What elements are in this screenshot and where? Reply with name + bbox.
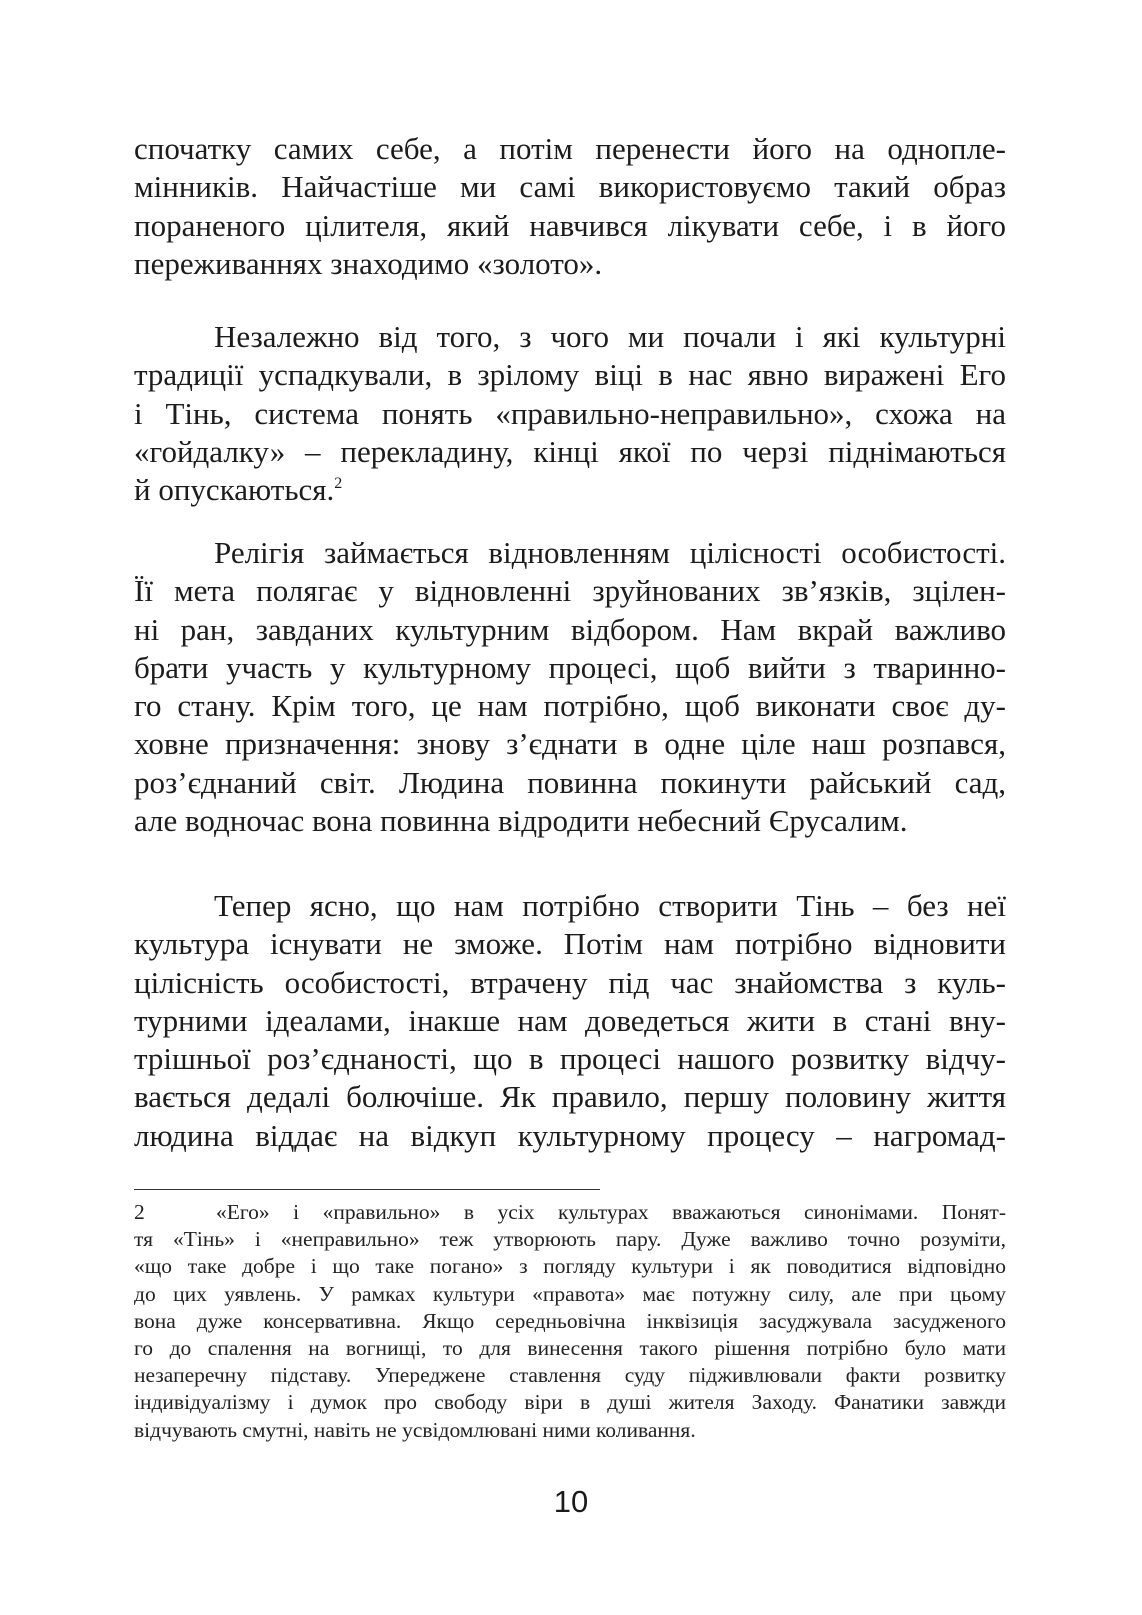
text-line: переживаннях знаходимо «золото». [134,245,603,281]
footnote-line: індивідуалізму і думок про свободу віри в душі жителя Заходу. Фанатики завжди [134,1390,1006,1415]
footnote-2 [134,1199,1006,1444]
text-line: «гойдалку» – перекладину, кінці якої по черзі піднімаються [134,433,1006,469]
text-line: ні ран, завданих культурним відбором. Нам вкрай важливо [134,611,1006,647]
text-line: мінників. Найчастіше ми самі використовуємо такий образ [134,169,1006,205]
footnote-line: тя «Тінь» і «неправильно» теж утворюють пару. Дуже важливо точно розуміти, [134,1227,1006,1252]
text-line: Тепер ясно, що нам потрібно створити Тінь – без неї [214,888,1006,923]
text-fragment: й опускаються. [134,472,335,508]
paragraph-2 [134,318,1006,509]
text-line: трішньої роз’єднаності, що в процесі нашого розвитку відчу- [134,1041,1006,1077]
paragraph-3 [134,534,1006,840]
text-line: ховне призначення: знову з’єднати в одне ціле наш розпався, [134,726,1006,762]
text-line: людина віддає на відкуп культурному процесу – нагромад- [134,1117,1006,1153]
footnote-line: го до спалення на вогнищі, то для винесення такого рішення потрібно було мати [134,1335,1006,1360]
text-line [134,471,1006,509]
footnote-reference[interactable]: 2 [334,475,343,493]
text-line: і Тінь, система понять «правильно-неправильно», схожа на [134,395,1006,431]
text-line: турними ідеалами, інакше нам доведеться жити в стані вну- [134,1002,1006,1038]
footnote-line [134,1199,1006,1226]
footnote-line: відчувають смутні, навіть не усвідомлювані ними коливання. [134,1417,696,1442]
text-line: традиції успадкували, в зрілому віці в нас явно виражені Его [134,357,1006,393]
text-line: го стану. Крім того, це нам потрібно, щоб виконати своє ду- [134,688,1006,724]
text-line: Її мета полягає у відновленні зруйнованих зв’язків, зцілен- [134,573,1006,609]
paragraph-4 [134,887,1006,1155]
text-line: але водночас вона повинна відродити небесний Єрусалим. [134,803,908,839]
paragraph-1 [134,130,1006,283]
text-line: цілісність особистості, втрачену під час знайомства з куль- [134,964,1006,1000]
footnote-line: незаперечну підставу. Упереджене ставлення суду підживлювали факти розвитку [134,1363,1006,1388]
text-line: Незалежно від того, з чого ми почали і які культурні [214,319,1006,354]
footnote-line: до цих уявлень. У рамках культури «правота» має потужну силу, але при цьому [134,1281,1006,1306]
footnote-number: 2 [134,1200,145,1224]
footnote-line: вона дуже консервативна. Якщо середньовічна інквізиція засуджувала засудженого [134,1308,1006,1333]
footnote-separator [134,1189,600,1190]
text-line: роз’єднаний світ. Людина повинна покинути райський сад, [134,764,1006,800]
text-line: брати участь у культурному процесі, щоб вийти з тваринно- [134,649,1006,685]
text-line: культура існувати не зможе. Потім нам потрібно відновити [134,926,1006,962]
footnote-line: «що таке добре і що таке погано» з погляду культури і як поводитися відповідно [134,1254,1006,1279]
text-line: пораненого цілителя, який навчився лікувати себе, і в його [134,207,1006,243]
page-number: 10 [553,1484,589,1519]
text-line: вається дедалі болючіше. Як правило, першу половину життя [134,1079,1006,1115]
text-line: Релігія займається відновленням цілісності особистості. [214,535,1006,570]
footnote-text: «Его» і «правильно» в усіх культурах вважаються синонімами. Понят- [216,1200,1006,1224]
text-line: спочатку самих себе, а потім перенести його на одноплe- [134,131,1006,166]
